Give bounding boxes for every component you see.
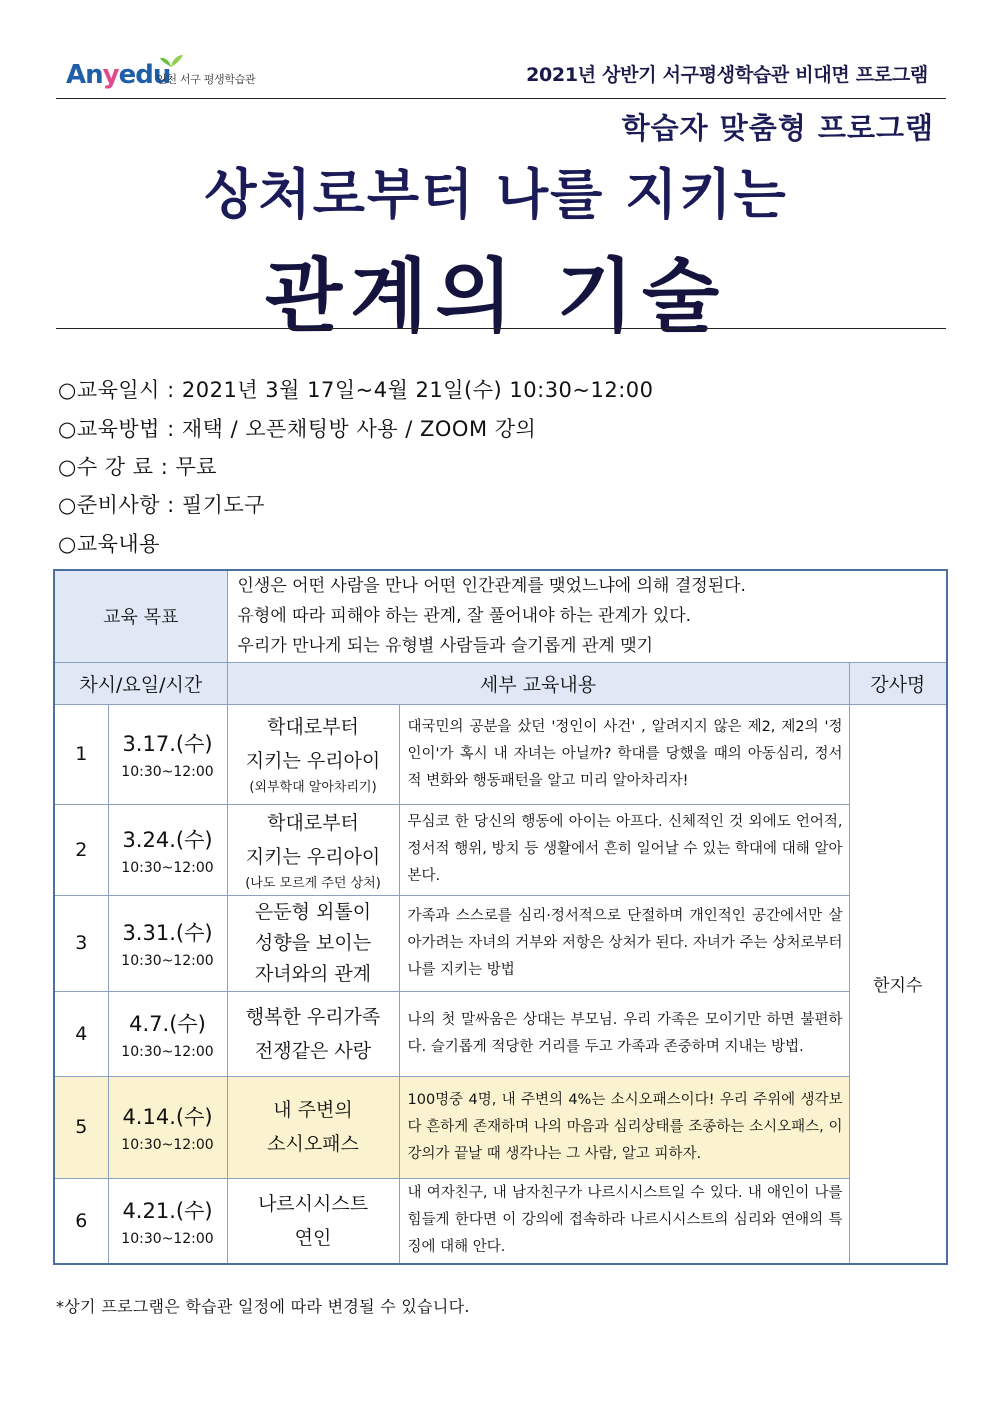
goal-label: 교육 목표	[54, 570, 227, 662]
table-row-highlighted	[54, 1076, 947, 1178]
time-text: 10:30~12:00	[121, 859, 214, 876]
table-row	[54, 704, 947, 804]
divider	[56, 98, 946, 99]
session-number: 1	[54, 704, 108, 804]
time-text: 10:30~12:00	[121, 764, 214, 780]
session-date	[108, 704, 227, 804]
session-topic	[227, 1076, 399, 1178]
goal-line: 우리가 만나게 되는 유형별 사람들과 슬기롭게 관계 맺기	[237, 636, 654, 657]
session-topic	[227, 991, 399, 1076]
session-topic	[227, 895, 399, 991]
title-line-1: 상처로부터 나를 지키는	[204, 163, 788, 226]
topic-line: 자녀와의 관계	[254, 962, 372, 985]
goal-row	[54, 570, 947, 662]
info-method: ○교육방법 : 재택 / 오픈채팅방 사용 / ZOOM 강의	[58, 417, 537, 441]
title-line-2: 관계의 기술	[264, 250, 728, 343]
info-content: ○교육내용	[58, 532, 160, 556]
topic-line: 지키는 우리아이	[245, 750, 381, 772]
time-text: 10:30~12:00	[121, 1137, 214, 1153]
session-detail: 100명중 4명, 내 주변의 4%는 소시오패스이다! 우리 주위에 생각보다 흔하게 존재하며 나의 마음과 심리상태를 조종하는 소시오패스, 이 강의가 끝날 때 생각나는 그 사람, 알고 피하자.	[399, 1076, 849, 1178]
session-date	[108, 991, 227, 1076]
table-row	[54, 895, 947, 991]
col-session-header: 차시/요일/시간	[54, 662, 227, 704]
topic-line: 연인	[294, 1226, 332, 1249]
topic-line: 은둔형 외톨이	[254, 900, 372, 923]
topic-line: 전쟁같은 사랑	[254, 1039, 372, 1062]
topic-line: 학대로부터	[267, 716, 359, 738]
time-text: 10:30~12:00	[121, 1230, 214, 1247]
date-text: 3.24.(수)	[122, 827, 213, 852]
session-number: 3	[54, 895, 108, 991]
session-number: 2	[54, 804, 108, 895]
session-detail: 나의 첫 말싸움은 상대는 부모님. 우리 가족은 모이기만 하면 불편하다. 슬기롭게 적당한 거리를 두고 가족과 존중하며 지내는 방법.	[399, 991, 849, 1076]
table-row	[54, 1178, 947, 1264]
sprout-icon	[158, 52, 184, 68]
topic-line: 학대로부터	[267, 811, 359, 834]
time-text: 10:30~12:00	[121, 1043, 214, 1060]
session-number: 4	[54, 991, 108, 1076]
col-detail-header: 세부 교육내용	[227, 662, 849, 704]
date-text: 3.17.(수)	[122, 732, 213, 756]
session-detail: 가족과 스스로를 심리·정서적으로 단절하며 개인적인 공간에서만 살아가려는 자녀의 거부와 저항은 상처가 된다. 자녀가 주는 상처로부터 나를 지키는 방법	[399, 895, 849, 991]
info-date: ○교육일시 : 2021년 3월 17일~4월 21일(수) 10:30~12:00	[58, 378, 654, 402]
schedule-table	[53, 569, 948, 1265]
session-date	[108, 1076, 227, 1178]
date-text: 4.7.(수)	[129, 1011, 206, 1036]
session-detail: 내 여자친구, 내 남자친구가 나르시시스트일 수 있다. 내 애인이 나를 힘들게 한다면 이 강의에 접속하라 나르시시스트의 심리와 연애의 특징에 대해 안다.	[399, 1178, 849, 1264]
session-date	[108, 804, 227, 895]
info-fee: ○수 강 료 : 무료	[58, 455, 218, 479]
program-subtitle: 학습자 맞춤형 프로그램	[621, 111, 934, 145]
table-row	[54, 804, 947, 895]
session-number: 5	[54, 1076, 108, 1178]
time-text: 10:30~12:00	[121, 953, 214, 969]
session-topic	[227, 804, 399, 895]
session-topic	[227, 1178, 399, 1264]
session-number: 6	[54, 1178, 108, 1264]
goal-text	[227, 570, 947, 662]
info-prep: ○준비사항 : 필기도구	[58, 493, 266, 517]
logo-subtitle: 인천 서구 평생학습관	[156, 73, 256, 86]
topic-line: 지키는 우리아이	[245, 845, 381, 868]
topic-line: 행복한 우리가족	[245, 1005, 381, 1028]
logo	[66, 56, 276, 96]
session-detail: 무심코 한 당신의 행동에 아이는 아프다. 신체적인 것 외에도 언어적, 정서적 행위, 방치 등 생활에서 흔히 일어날 수 있는 학대에 대해 알아본다.	[399, 804, 849, 895]
session-date	[108, 895, 227, 991]
session-date	[108, 1178, 227, 1264]
col-lecturer-header: 강사명	[849, 662, 947, 704]
table-row	[54, 991, 947, 1076]
footnote: *상기 프로그램은 학습관 일정에 따라 변경될 수 있습니다.	[56, 1297, 470, 1316]
divider	[56, 328, 946, 329]
topic-note: (외부학대 알아차리기)	[249, 780, 377, 795]
goal-line: 유형에 따라 피해야 하는 관계, 잘 풀어내야 하는 관계가 있다.	[237, 606, 692, 627]
session-detail: 대국민의 공분을 샀던 '정인이 사건' , 알려지지 않은 제2, 제2의 '정인이'가 혹시 내 자녀는 아닐까? 학대를 당했을 때의 아동심리, 정서적 변화와 행동패턴을 알고 미리 알아차리자!	[399, 704, 849, 804]
goal-line: 인생은 어떤 사람을 만나 어떤 인간관계를 맺었느냐에 의해 결정된다.	[237, 576, 746, 597]
topic-line: 나르시시스트	[257, 1192, 369, 1215]
session-topic	[227, 704, 399, 804]
date-text: 3.31.(수)	[122, 921, 213, 945]
lecturer-name: 한지수	[849, 704, 947, 1264]
header-row	[54, 662, 947, 704]
program-line: 2021년 상반기 서구평생학습관 비대면 프로그램	[526, 64, 928, 86]
topic-line: 성향을 보이는	[254, 931, 372, 954]
topic-line: 소시오패스	[267, 1133, 359, 1155]
date-text: 4.14.(수)	[122, 1105, 213, 1129]
logo-wordmark: Anyedu	[66, 60, 171, 90]
topic-line: 내 주변의	[273, 1099, 353, 1121]
date-text: 4.21.(수)	[122, 1198, 213, 1223]
topic-note: (나도 모르게 주던 상처)	[245, 875, 381, 891]
